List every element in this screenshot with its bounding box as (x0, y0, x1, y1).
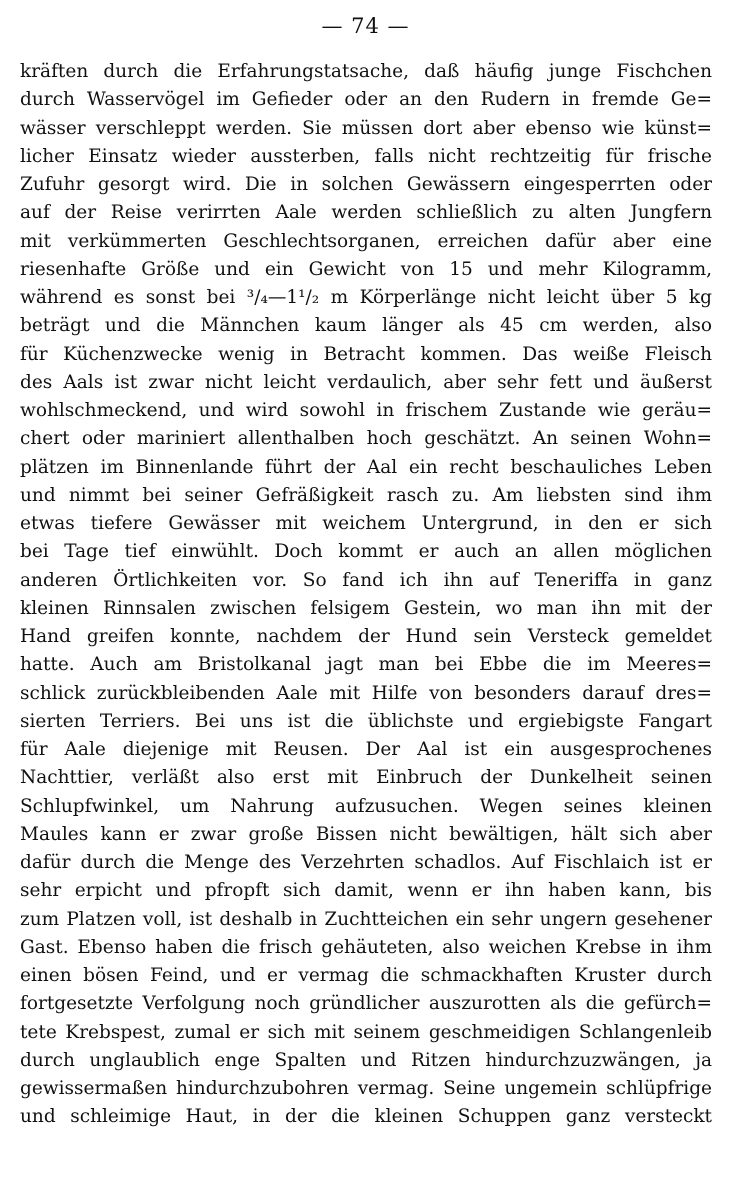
page-number: — 74 — (321, 14, 410, 38)
text-line: kräften durch die Erfahrungstatsache, daß häufig junge Fischchen (20, 61, 712, 82)
body-text (20, 58, 712, 1132)
text-line: kleinen Rinnsalen zwischen felsigem Gestein, wo man ihn mit der (20, 597, 712, 619)
text-line: licher Einsatz wieder aussterben, falls nicht rechtzeitig für frische (20, 145, 712, 167)
text-line: Hand greifen konnte, nachdem der Hund sein Versteck gemeldet (20, 626, 712, 647)
text-line: des Aals ist zwar nicht leicht verdaulich, aber sehr fett und äußerst (20, 371, 712, 393)
text-line: Zufuhr gesorgt wird. Die in solchen Gewässern eingesperrten oder (20, 174, 712, 195)
text-line: Nachttier, verläßt also erst mit Einbruch der Dunkelheit seinen (20, 767, 712, 789)
text-line: sierten Terriers. Bei uns ist die üblichste und ergiebigste Fangart (20, 710, 712, 732)
text-line: sehr erpicht und pfropft sich damit, wenn er ihn haben kann, bis (20, 880, 712, 902)
text-line: schlick zurückbleibenden Aale mit Hilfe von besonders darauf dres= (20, 682, 712, 704)
text-line: durch Wasservögel im Gefieder oder an den Rudern in fremde Ge= (20, 89, 712, 111)
text-line: einen bösen Feind, und er vermag die schmackhaften Kruster durch (20, 965, 712, 986)
text-line: Gast. Ebenso haben die frisch gehäuteten, also weichen Krebse in ihm (20, 936, 712, 958)
text-line: und schleimige Haut, in der die kleinen Schuppen ganz versteckt (20, 1106, 712, 1128)
text-line: tete Krebspest, zumal er sich mit seinem geschmeidigen Schlangenleib (20, 1021, 712, 1043)
text-line: wohlschmeckend, und wird sowohl in frischem Zustande wie geräu= (20, 400, 712, 421)
text-line: hatte. Auch am Bristolkanal jagt man bei Ebbe die im Meeres= (20, 654, 712, 676)
text-line: Schlupfwinkel, um Nahrung aufzusuchen. Wegen seines kleinen (20, 795, 712, 817)
text-line: beträgt und die Männchen kaum länger als 45 cm werden, also (20, 315, 712, 337)
text-line: anderen Örtlichkeiten vor. So fand ich ihn auf Teneriffa in ganz (20, 569, 712, 591)
text-line: bei Tage tief einwühlt. Doch kommt er auch an allen möglichen (20, 541, 712, 563)
text-line: durch unglaublich enge Spalten und Ritzen hindurchzuzwängen, ja (20, 1049, 712, 1071)
text-line: fortgesetzte Verfolgung noch gründlicher auszurotten als die gefürch= (20, 993, 712, 1015)
text-line: auf der Reise verirrten Aale werden schließlich zu alten Jungfern (20, 202, 712, 224)
text-line: für Aale diejenige mit Reusen. Der Aal ist ein ausgesprochenes (20, 739, 712, 760)
text-line: plätzen im Binnenlande führt der Aal ein recht beschauliches Leben (20, 456, 712, 478)
text-line: Maules kann er zwar große Bissen nicht bewältigen, hält sich aber (20, 823, 712, 845)
text-line: mit verkümmerten Geschlechtsorganen, erreichen dafür aber eine (20, 230, 712, 252)
text-line: riesenhafte Größe und ein Gewicht von 15 und mehr Kilogramm, (20, 258, 712, 280)
text-line: für Küchenzwecke wenig in Betracht kommen. Das weiße Fleisch (20, 343, 712, 365)
text-line: und nimmt bei seiner Gefräßigkeit rasch zu. Am liebsten sind ihm (20, 484, 712, 506)
text-line: dafür durch die Menge des Verzehrten schadlos. Auf Fischlaich ist er (20, 852, 712, 873)
text-line: wässer verschleppt werden. Sie müssen dort aber ebenso wie künst= (20, 117, 712, 139)
text-line: während es sonst bei ³/₄—1¹/₂ m Körperlänge nicht leicht über 5 kg (20, 287, 712, 308)
text-line: gewissermaßen hindurchzubohren vermag. Seine ungemein schlüpfrige (20, 1078, 712, 1099)
text-line: chert oder mariniert allenthalben hoch geschätzt. An seinen Wohn= (20, 428, 712, 450)
text-line: zum Platzen voll, ist deshalb in Zuchtteichen ein sehr ungern gesehener (20, 908, 712, 930)
text-line: etwas tiefere Gewässer mit weichem Untergrund, in den er sich (20, 513, 712, 534)
